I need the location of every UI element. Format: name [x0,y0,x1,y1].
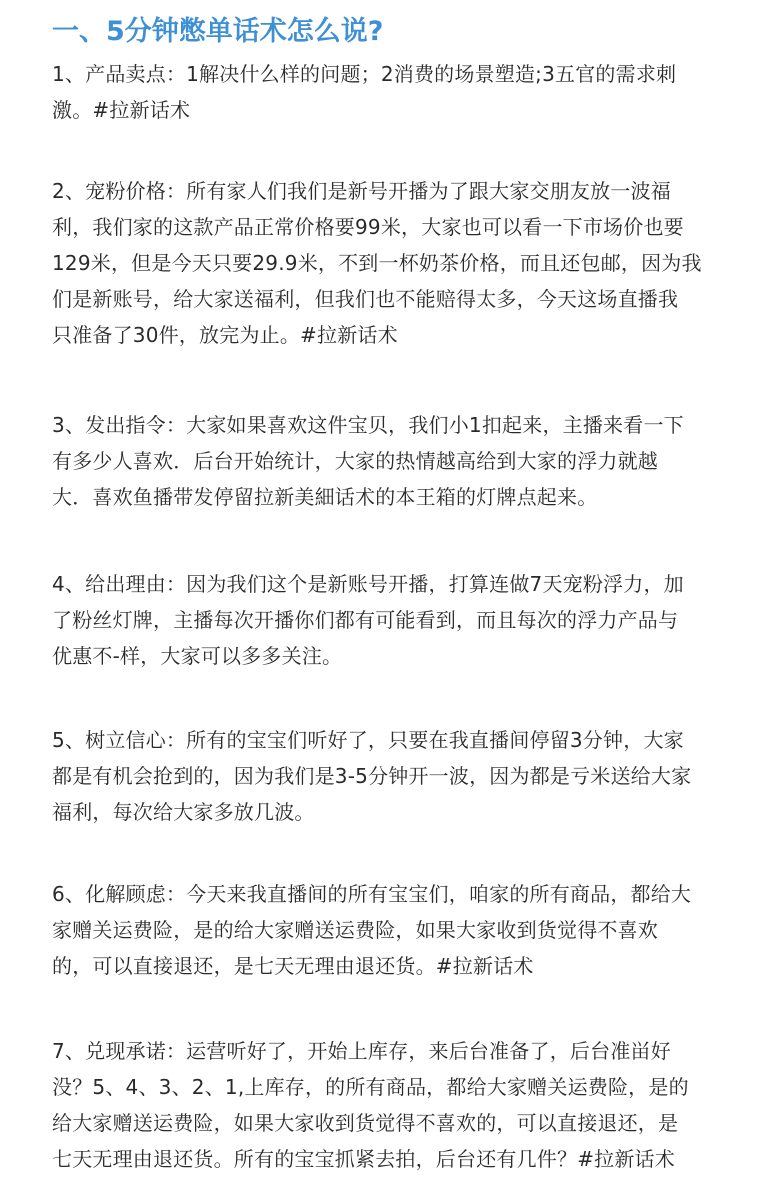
paragraph-line: 都是有机会抢到的，因为我们是3-5分钟开一波，因为都是亏米送给大家 [52,764,692,788]
paragraph-line: 5、树立信心：所有的宝宝们听好了，只要在我直播间停留3分钟，大家 [52,728,684,752]
paragraph-build-confidence [52,722,752,830]
paragraph-line: 6、化解顾虑：今天来我直播间的所有宝宝们，咱家的所有商品，都给大 [52,882,692,906]
article-title: 一、5分钟憋单话术怎么说? [52,16,384,47]
paragraph-fulfill-promise [52,1033,752,1177]
paragraph-give-instructions [52,407,752,515]
paragraph-resolve-concerns [52,876,752,984]
paragraph-line: 们是新账号，给大家送福利，但我们也不能赔得太多，今天这场直播我 [52,287,679,311]
paragraph-fan-price [52,173,752,353]
paragraph-line: 1、产品卖点：1解决什么样的问题；2消费的场景塑造;3五官的需求刺 [52,62,677,86]
paragraph-line: 有多少人喜欢．后台开始统计，大家的热情越高给到大家的浮力就越 [52,449,658,473]
paragraph-line: 七天无理由退还货。所有的宝宝抓紧去拍，后台还有几件？#拉新话术 [52,1147,675,1171]
paragraph-line: 4、给出理由：因为我们这个是新账号开播，打算连做7天宠粉浮力，加 [52,572,684,596]
paragraph-line: 优惠不-样，大家可以多多关注。 [52,644,343,668]
paragraph-line: 7、兑现承诺：运营听好了，开始上库存，来后台准备了，后台准畄好 [52,1039,671,1063]
paragraph-give-reasons [52,566,752,674]
paragraph-line: 没？5、4、3、2、1,上库存，的所有商品，都给大家赠关运费险，是的 [52,1075,689,1099]
paragraph-line: 给大家赠送运费险，如果大家收到货觉得不喜欢的，可以直接退还，是 [52,1111,679,1135]
paragraph-line: 的，可以直接退还，是七天无理由退还货。#拉新话术 [52,954,534,978]
paragraph-line: 家赠关运费险，是的给大家赠送运费险，如果大家收到货觉得不喜欢 [52,918,658,942]
paragraph-line: 129米，但是今天只要29.9米，不到一杯奶茶价格，而且还包邮，因为我 [52,251,702,275]
paragraph-line: 激。#拉新话术 [52,98,191,122]
paragraph-line: 利，我们家的这款产品正常价格要99米，大家也可以看一下市场价也要 [52,215,684,239]
paragraph-product-selling-points [52,56,752,128]
paragraph-line: 2、宠粉价格：所有家人们我们是新号开播为了跟大家交朋友放一波福 [52,179,671,203]
paragraph-line: 了粉丝灯牌，主播每次开播你们都有可能看到，而且每次的浮力产品与 [52,608,679,632]
paragraph-line: 福利，每次给大家多放几波。 [52,800,315,824]
paragraph-line: 只准备了30件，放完为止。#拉新话术 [52,323,398,347]
paragraph-line: 3、发出指令：大家如果喜欢这件宝贝，我们小1扣起来，主播来看一下 [52,413,684,437]
paragraph-line: 大．喜欢鱼播带发停留拉新美細话术的本王箱的灯牌点起来。 [52,485,598,509]
